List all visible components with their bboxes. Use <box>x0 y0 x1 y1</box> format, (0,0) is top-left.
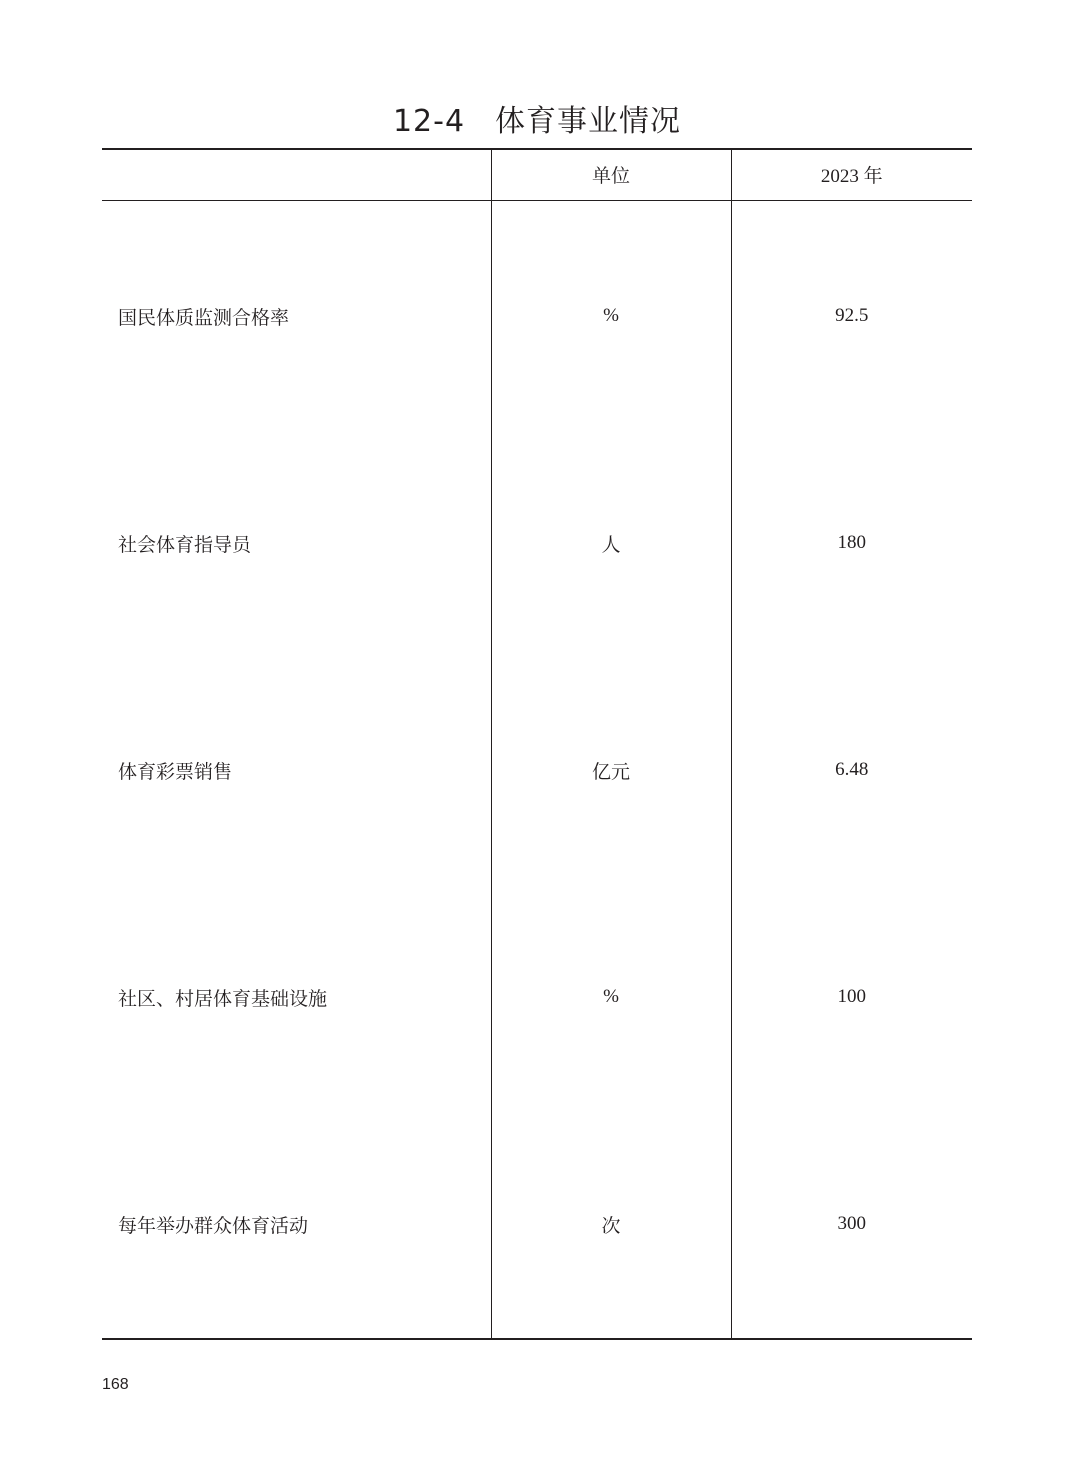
header-item <box>102 149 491 200</box>
row-item: 体育彩票销售 <box>118 760 233 783</box>
row-item: 国民体质监测合格率 <box>118 306 290 329</box>
header-unit: 单位 <box>491 149 731 200</box>
row-value: 180 <box>731 430 972 657</box>
row-item: 社会体育指导员 <box>118 533 252 556</box>
row-value: 6.48 <box>731 657 972 884</box>
page-number: 168 <box>102 1376 129 1393</box>
row-unit: 亿元 <box>491 657 731 884</box>
row-item: 社区、村居体育基础设施 <box>118 987 328 1010</box>
row-unit: 人 <box>491 430 731 657</box>
table-row <box>102 200 972 430</box>
header-year: 2023 年 <box>731 149 972 200</box>
table-row <box>102 657 972 884</box>
row-unit: 次 <box>491 1111 731 1339</box>
sports-statistics-table <box>102 148 972 1340</box>
table-row <box>102 884 972 1111</box>
row-unit: % <box>491 884 731 1111</box>
table-header-row <box>102 149 972 200</box>
title-number: 12-4 <box>392 104 466 139</box>
table-row <box>102 430 972 657</box>
page-title <box>0 96 1074 140</box>
row-value: 100 <box>731 884 972 1111</box>
row-value: 92.5 <box>731 200 972 430</box>
title-text: 体育事业情况 <box>495 104 682 139</box>
row-unit: % <box>491 200 731 430</box>
row-value: 300 <box>731 1111 972 1339</box>
row-item: 每年举办群众体育活动 <box>102 1111 491 1339</box>
table-row <box>102 1111 972 1339</box>
